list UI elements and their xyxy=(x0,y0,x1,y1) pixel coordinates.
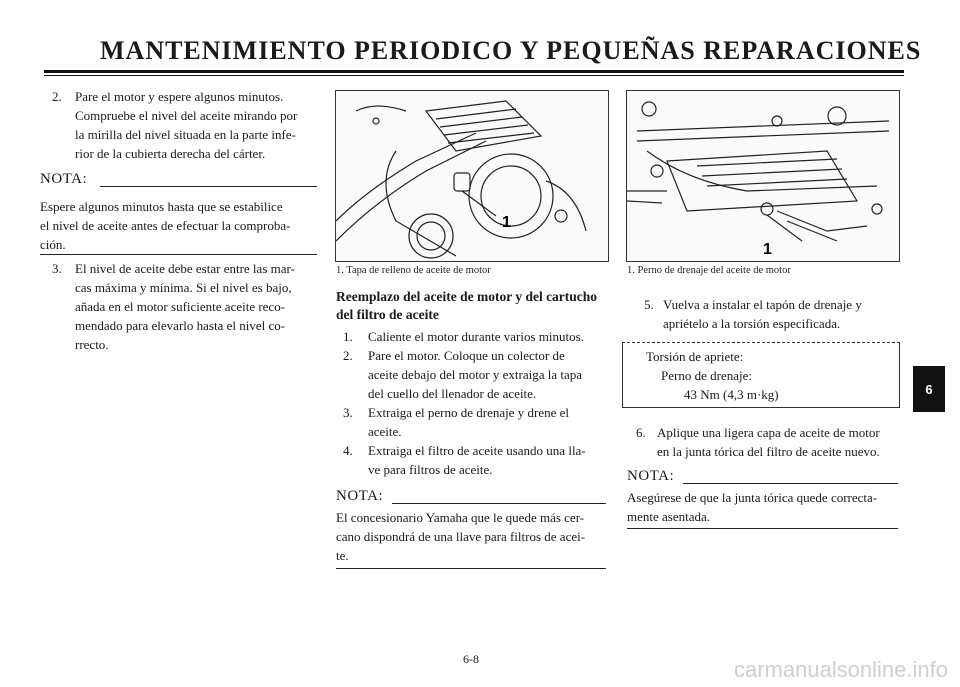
step-3-line-1: El nivel de aceite debe estar entre las mar- xyxy=(75,261,295,276)
mid-step-3-line-2: aceite. xyxy=(368,424,402,439)
step-5-line-1: Vuelva a instalar el tapón de drenaje y xyxy=(663,297,862,312)
engine-underside-illustration xyxy=(627,91,899,261)
nota-right-line-1: Asegúrese de que la junta tórica quede correcta- xyxy=(627,490,878,505)
nota-title-middle: NOTA: xyxy=(336,488,384,504)
mid-step-1-number: 1. xyxy=(343,329,353,344)
nota-rule-right xyxy=(683,483,898,484)
watermark: carmanualsonline.info xyxy=(733,657,948,682)
mid-step-1-line-1: Caliente el motor durante varios minutos. xyxy=(368,329,584,344)
mid-step-2-line-3: del cuello del llenador de aceite. xyxy=(368,386,537,401)
nota-title-right: NOTA: xyxy=(627,468,675,484)
step-6-number: 6. xyxy=(636,425,646,440)
nota-middle-line-2: cano dispondrá de una llave para filtros de acei- xyxy=(336,529,586,544)
engine-figure-drain-bolt xyxy=(626,90,900,262)
title-rule-thick xyxy=(44,70,904,73)
nota-rule-middle xyxy=(392,503,606,504)
spec-value: 43 Nm (4,3 m·kg) xyxy=(684,387,779,402)
mid-step-2-line-1: Pare el motor. Coloque un colector de xyxy=(368,348,565,363)
mid-step-4-number: 4. xyxy=(343,443,353,458)
mid-step-2-line-2: aceite debajo del motor y extraiga la tapa xyxy=(368,367,583,382)
nota-title-left: NOTA: xyxy=(40,171,88,187)
page-title: MANTENIMIENTO PERIODICO Y PEQUEÑAS REPARACIONES xyxy=(100,36,922,65)
figure-caption-middle: 1. Tapa de relleno de aceite de motor xyxy=(336,265,491,276)
step-2-line-3: la mirilla del nivel situada en la parte infe- xyxy=(75,127,296,142)
step-2-line-4: rior de la cubierta derecha del cárter. xyxy=(75,146,266,161)
step-6-line-1: Aplique una ligera capa de aceite de motor xyxy=(657,425,880,440)
title-rule-thin xyxy=(44,75,904,76)
section-tab: 6 xyxy=(913,366,945,412)
step-6-line-2: en la junta tórica del filtro de aceite nuevo. xyxy=(657,444,880,459)
nota-end-rule-left xyxy=(40,254,317,255)
figure-caption-right: 1. Perno de drenaje del aceite de motor xyxy=(627,265,791,276)
mid-step-3-number: 3. xyxy=(343,405,353,420)
nota-end-rule-right xyxy=(627,528,898,529)
engine-illustration xyxy=(336,91,608,261)
nota-left-line-1: Espere algunos minutos hasta que se estabilice xyxy=(40,199,283,214)
engine-figure-oil-filler xyxy=(335,90,609,262)
page-number: 6-8 xyxy=(463,652,479,666)
nota-right-line-2: mente asentada. xyxy=(627,509,711,524)
step-5-number: 5. xyxy=(644,297,654,312)
step-2-number: 2. xyxy=(52,89,62,104)
spec-title: Torsión de apriete: xyxy=(646,349,744,364)
step-3-line-5: rrecto. xyxy=(75,337,109,352)
section-heading-line-1: Reemplazo del aceite de motor y del cartucho xyxy=(336,289,598,304)
nota-end-rule-middle xyxy=(336,568,606,569)
step-5-line-2: apriételo a la torsión especificada. xyxy=(663,316,841,331)
step-2-line-2: Compruebe el nivel del aceite mirando por xyxy=(75,108,298,123)
figure-callout-1-middle: 1 xyxy=(502,214,511,231)
figure-callout-1-right: 1 xyxy=(763,241,772,258)
nota-rule-left xyxy=(100,186,317,187)
mid-step-2-number: 2. xyxy=(343,348,353,363)
mid-step-3-line-1: Extraiga el perno de drenaje y drene el xyxy=(368,405,570,420)
step-3-line-2: cas máxima y mínima. Si el nivel es bajo, xyxy=(75,280,292,295)
step-3-number: 3. xyxy=(52,261,62,276)
nota-left-line-3: ción. xyxy=(40,237,66,252)
spec-item: Perno de drenaje: xyxy=(661,368,752,383)
nota-middle-line-1: El concesionario Yamaha que le quede más cer- xyxy=(336,510,585,525)
section-heading-line-2: del filtro de aceite xyxy=(336,307,439,322)
nota-middle-line-3: te. xyxy=(336,548,349,563)
step-3-line-4: mendado para elevarlo hasta el nivel co- xyxy=(75,318,286,333)
mid-step-4-line-1: Extraiga el filtro de aceite usando una lla- xyxy=(368,443,586,458)
step-3-line-3: añada en el motor suficiente aceite reco- xyxy=(75,299,286,314)
nota-left-line-2: el nivel de aceite antes de efectuar la comproba- xyxy=(40,218,291,233)
step-2-line-1: Pare el motor y espere algunos minutos. xyxy=(75,89,284,104)
mid-step-4-line-2: ve para filtros de aceite. xyxy=(368,462,493,477)
